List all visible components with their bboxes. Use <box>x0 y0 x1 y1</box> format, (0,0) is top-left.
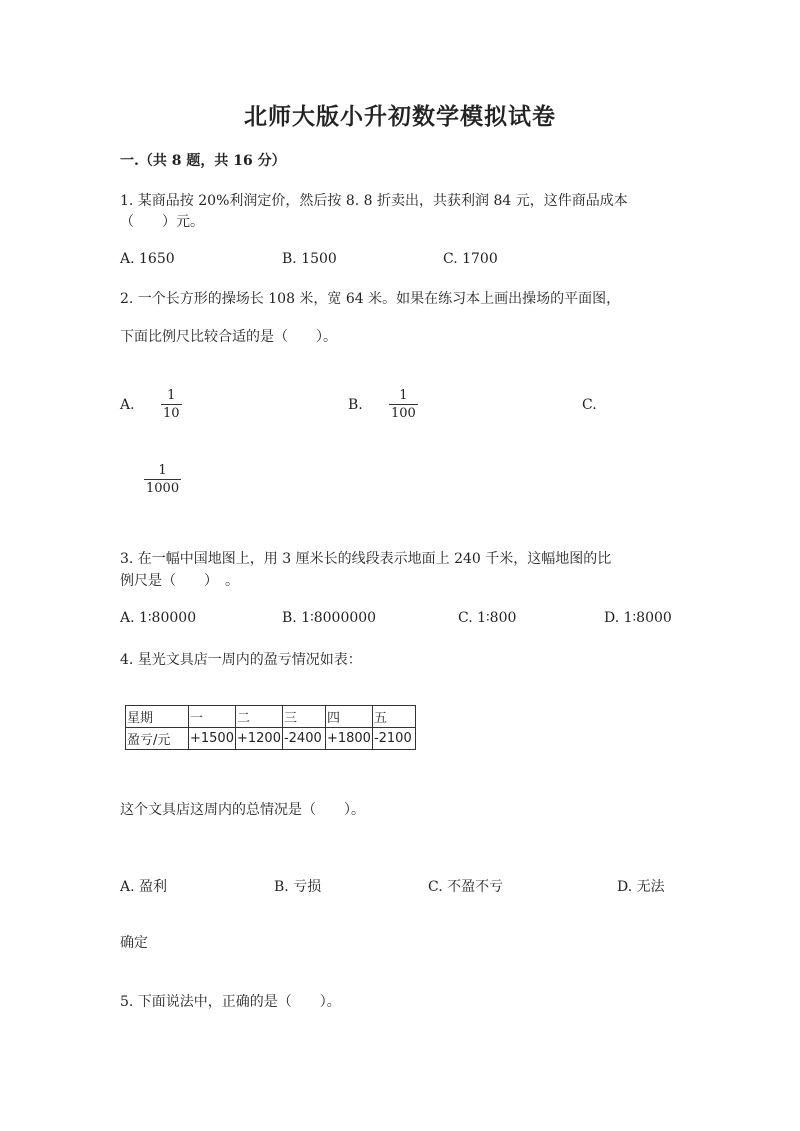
fraction-bar <box>161 404 182 405</box>
q3-text-line2: 例尺是（ ） 。 <box>120 573 239 589</box>
table-cell: +1500 <box>189 728 236 750</box>
q1-option-a[interactable]: A. 1650 <box>120 251 175 267</box>
q3-option-b[interactable]: B. 1∶8000000 <box>282 610 377 626</box>
table-cell: 四 <box>325 706 372 728</box>
fraction-numerator: 1 <box>167 388 176 403</box>
q1-option-c[interactable]: C. 1700 <box>443 251 498 267</box>
fraction-denominator: 100 <box>391 406 416 421</box>
fraction-denominator: 1000 <box>146 481 180 496</box>
q3-text-line1: 3. 在一幅中国地图上，用 3 厘米长的线段表示地面上 240 千米，这幅地图的比 <box>120 551 612 567</box>
table-row <box>126 728 416 750</box>
q4-option-d-wrap: 确定 <box>120 935 148 951</box>
q2-option-c-fraction <box>144 464 181 495</box>
table-cell: +1800 <box>325 728 372 750</box>
q2-text-line1: 2. 一个长方形的操场长 108 米，宽 64 米。如果在练习本上画出操场的平面图， <box>120 291 621 307</box>
q1-option-b[interactable]: B. 1500 <box>282 251 337 267</box>
q2-option-c[interactable]: C. <box>582 397 597 413</box>
q5-text-line1: 5. 下面说法中，正确的是（ ）。 <box>120 994 341 1010</box>
q3-option-d[interactable]: D. 1∶8000 <box>604 610 672 626</box>
q2-option-a-fraction <box>161 389 182 420</box>
q4-option-a[interactable]: A. 盈利 <box>120 879 168 895</box>
q4-question: 这个文具店这周内的总情况是（ ）。 <box>120 802 365 818</box>
section-heading: 一.（共 8 题，共 16 分） <box>120 153 286 169</box>
q4-option-d[interactable]: D. 无法 <box>617 879 665 895</box>
q4-text-line1: 4. 星光文具店一周内的盈亏情况如表： <box>120 652 362 668</box>
q3-option-c[interactable]: C. 1∶800 <box>458 610 517 626</box>
table-cell: 三 <box>282 706 325 728</box>
table-cell: 一 <box>189 706 236 728</box>
table-cell: 星期 <box>126 706 189 728</box>
q4-option-b[interactable]: B. 亏损 <box>274 879 322 895</box>
table-cell: 盈亏/元 <box>126 728 189 750</box>
q2-option-b-fraction <box>389 389 418 420</box>
table-cell: 二 <box>235 706 282 728</box>
q2-text-line2: 下面比例尺比较合适的是（ ）。 <box>120 329 337 345</box>
fraction-bar <box>144 479 181 480</box>
table-cell: -2100 <box>372 728 415 750</box>
table-cell: -2400 <box>282 728 325 750</box>
q1-text-line2: （ ）元。 <box>120 214 204 230</box>
table-cell: +1200 <box>235 728 282 750</box>
q2-option-a[interactable]: A. <box>120 397 135 413</box>
q4-option-c[interactable]: C. 不盈不亏 <box>428 879 504 895</box>
q1-text-line1: 1. 某商品按 20%利润定价，然后按 8. 8 折卖出，共获利润 84 元，这件商品成本 <box>120 193 628 209</box>
page-title: 北师大版小升初数学模拟试卷 <box>244 103 556 130</box>
table-row <box>126 706 416 728</box>
fraction-numerator: 1 <box>158 463 167 478</box>
profit-loss-table <box>125 705 416 750</box>
fraction-numerator: 1 <box>399 388 408 403</box>
fraction-bar <box>389 404 418 405</box>
fraction-denominator: 10 <box>163 406 180 421</box>
table-cell: 五 <box>372 706 415 728</box>
q2-option-b[interactable]: B. <box>348 397 363 413</box>
q3-option-a[interactable]: A. 1∶80000 <box>120 610 197 626</box>
